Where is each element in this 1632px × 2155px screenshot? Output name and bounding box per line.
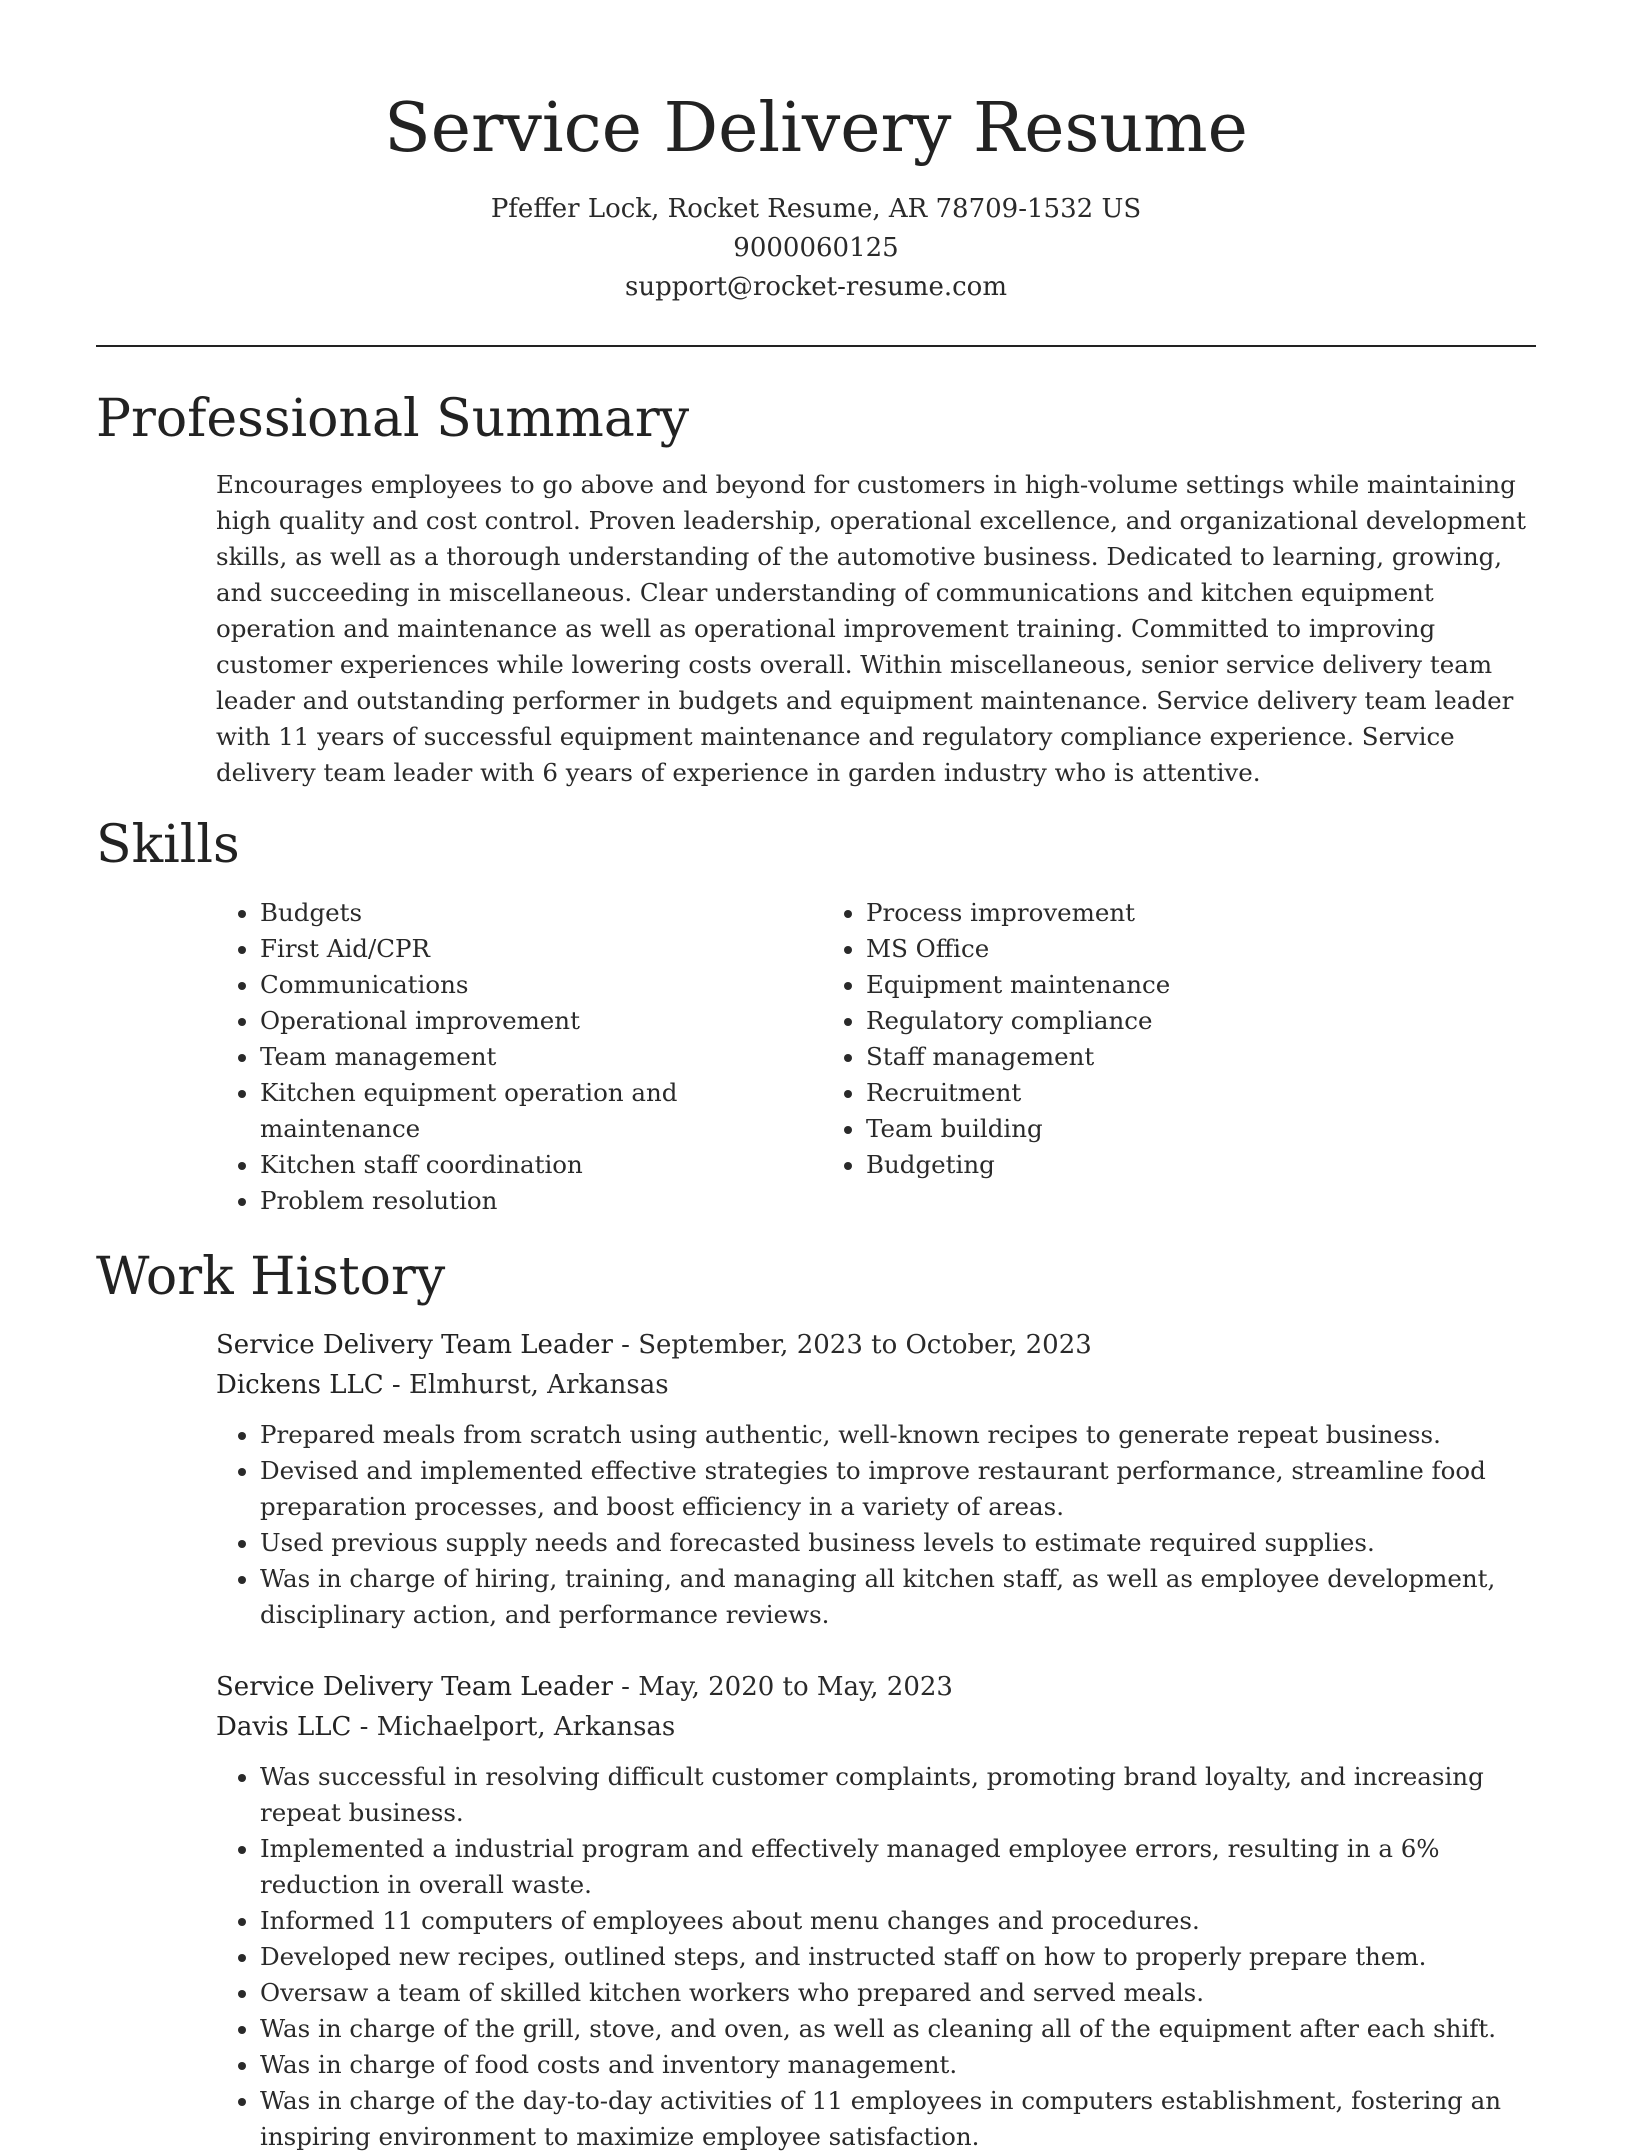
job-duty: • Devised and implemented effective strategies to improve restaurant performance, streamline food preparation processes, and boost efficiency in a variety of areas. (260, 1453, 1536, 1525)
skill-item: • Kitchen staff coordination (260, 1147, 822, 1183)
job-duty: • Was in charge of food costs and inventory management. (260, 2047, 1536, 2083)
job-title-line: Service Delivery Team Leader - May, 2020 to May, 2023 (216, 1672, 953, 1702)
job-duty: • Informed 11 computers of employees about menu changes and procedures. (260, 1903, 1536, 1939)
skill-item: • MS Office (866, 931, 1536, 967)
skills-heading: Skills (96, 815, 240, 875)
resume-title: Service Delivery Resume (384, 89, 1248, 168)
job-duty: • Was in charge of the day-to-day activities of 11 employees in computers establishment, fostering an inspiring environment to maximize employee satisfaction. (260, 2083, 1536, 2155)
work-history-section (96, 1245, 1536, 2155)
skill-item: • Recruitment (866, 1075, 1536, 1111)
skill-item: • Communications (260, 967, 822, 1003)
skill-item: • Regulatory compliance (866, 1003, 1536, 1039)
skill-item: • Team building (866, 1111, 1536, 1147)
job-entry (216, 1325, 1536, 1633)
job-duty: • Prepared meals from scratch using authentic, well-known recipes to generate repeat business. (260, 1417, 1536, 1453)
job-company: Davis LLC (216, 1712, 352, 1742)
job-duties-list (216, 1759, 1536, 2155)
skills-list-left (216, 895, 822, 1219)
skill-item: • Problem resolution (260, 1183, 822, 1219)
job-dates: May, 2020 to May, 2023 (638, 1672, 953, 1702)
skill-item: • Staff management (866, 1039, 1536, 1075)
work-history-heading: Work History (96, 1247, 446, 1307)
job-duty: • Was in charge of the grill, stove, and oven, as well as cleaning all of the equipment after each shift. (260, 2011, 1536, 2047)
contact-email: support@rocket-resume.com (624, 272, 1007, 302)
skill-item: • Operational improvement (260, 1003, 822, 1039)
contact-phone: 9000060125 (733, 233, 899, 263)
skill-item: • Budgeting (866, 1147, 1536, 1183)
summary-heading: Professional Summary (96, 389, 690, 449)
resume-page (96, 0, 1536, 2155)
contact-block (96, 190, 1536, 307)
job-duty: • Developed new recipes, outlined steps, and instructed staff on how to properly prepare them. (260, 1939, 1536, 1975)
job-title: Service Delivery Team Leader (216, 1330, 613, 1360)
skills-columns (216, 895, 1536, 1219)
skills-section (96, 813, 1536, 1219)
job-location: Michaelport, Arkansas (376, 1712, 676, 1742)
skill-item: • Process improvement (866, 895, 1536, 931)
job-duty: • Was successful in resolving difficult customer complaints, promoting brand loyalty, and increasing repeat business. (260, 1759, 1536, 1831)
skill-item: • Equipment maintenance (866, 967, 1536, 1003)
skills-list-right (822, 895, 1536, 1219)
job-dates: September, 2023 to October, 2023 (638, 1330, 1092, 1360)
skill-item: • Budgets (260, 895, 822, 931)
job-title: Service Delivery Team Leader (216, 1672, 613, 1702)
job-location: Elmhurst, Arkansas (408, 1370, 669, 1400)
job-duty: • Used previous supply needs and forecasted business levels to estimate required supplies. (260, 1525, 1536, 1561)
header-divider (96, 345, 1536, 347)
job-entry (216, 1667, 1536, 2155)
job-company-line: Davis LLC - Michaelport, Arkansas (216, 1712, 676, 1742)
summary-section (96, 387, 1536, 791)
job-company: Dickens LLC (216, 1370, 384, 1400)
job-duty: • Implemented a industrial program and effectively managed employee errors, resulting in a 6% reduction in overall waste. (260, 1831, 1536, 1903)
job-company-line: Dickens LLC - Elmhurst, Arkansas (216, 1370, 669, 1400)
skill-item: • Kitchen equipment operation and maintenance (260, 1075, 822, 1147)
job-title-line: Service Delivery Team Leader - September, 2023 to October, 2023 (216, 1330, 1092, 1360)
skill-item: • First Aid/CPR (260, 931, 822, 967)
resume-header (96, 0, 1536, 347)
job-duty: • Oversaw a team of skilled kitchen workers who prepared and served meals. (260, 1975, 1536, 2011)
job-duty: • Was in charge of hiring, training, and managing all kitchen staff, as well as employee development, disciplinary action, and performance reviews. (260, 1561, 1536, 1633)
job-duties-list (216, 1417, 1536, 1633)
skill-item: • Team management (260, 1039, 822, 1075)
contact-address: Pfeffer Lock, Rocket Resume, AR 78709-1532 US (490, 194, 1142, 224)
summary-text: Encourages employees to go above and beyond for customers in high-volume settings while maintaining high quality and cost control. Proven leadership, operational excellence, and organizational development skills, as well as a thorough understanding of the automotive business. Dedicated to learning, growing, and succeeding in miscellaneous. Clear understanding of communications and kitchen equipment operation and maintenance as well as operational improvement training. Committed to improving customer experiences while lowering costs overall. Within miscellaneous, senior service delivery team leader and outstanding performer in budgets and equipment maintenance. Service delivery team leader with 11 years of successful equipment maintenance and regulatory compliance experience. Service delivery team leader with 6 years of experience in garden industry who is attentive. (216, 470, 1527, 787)
